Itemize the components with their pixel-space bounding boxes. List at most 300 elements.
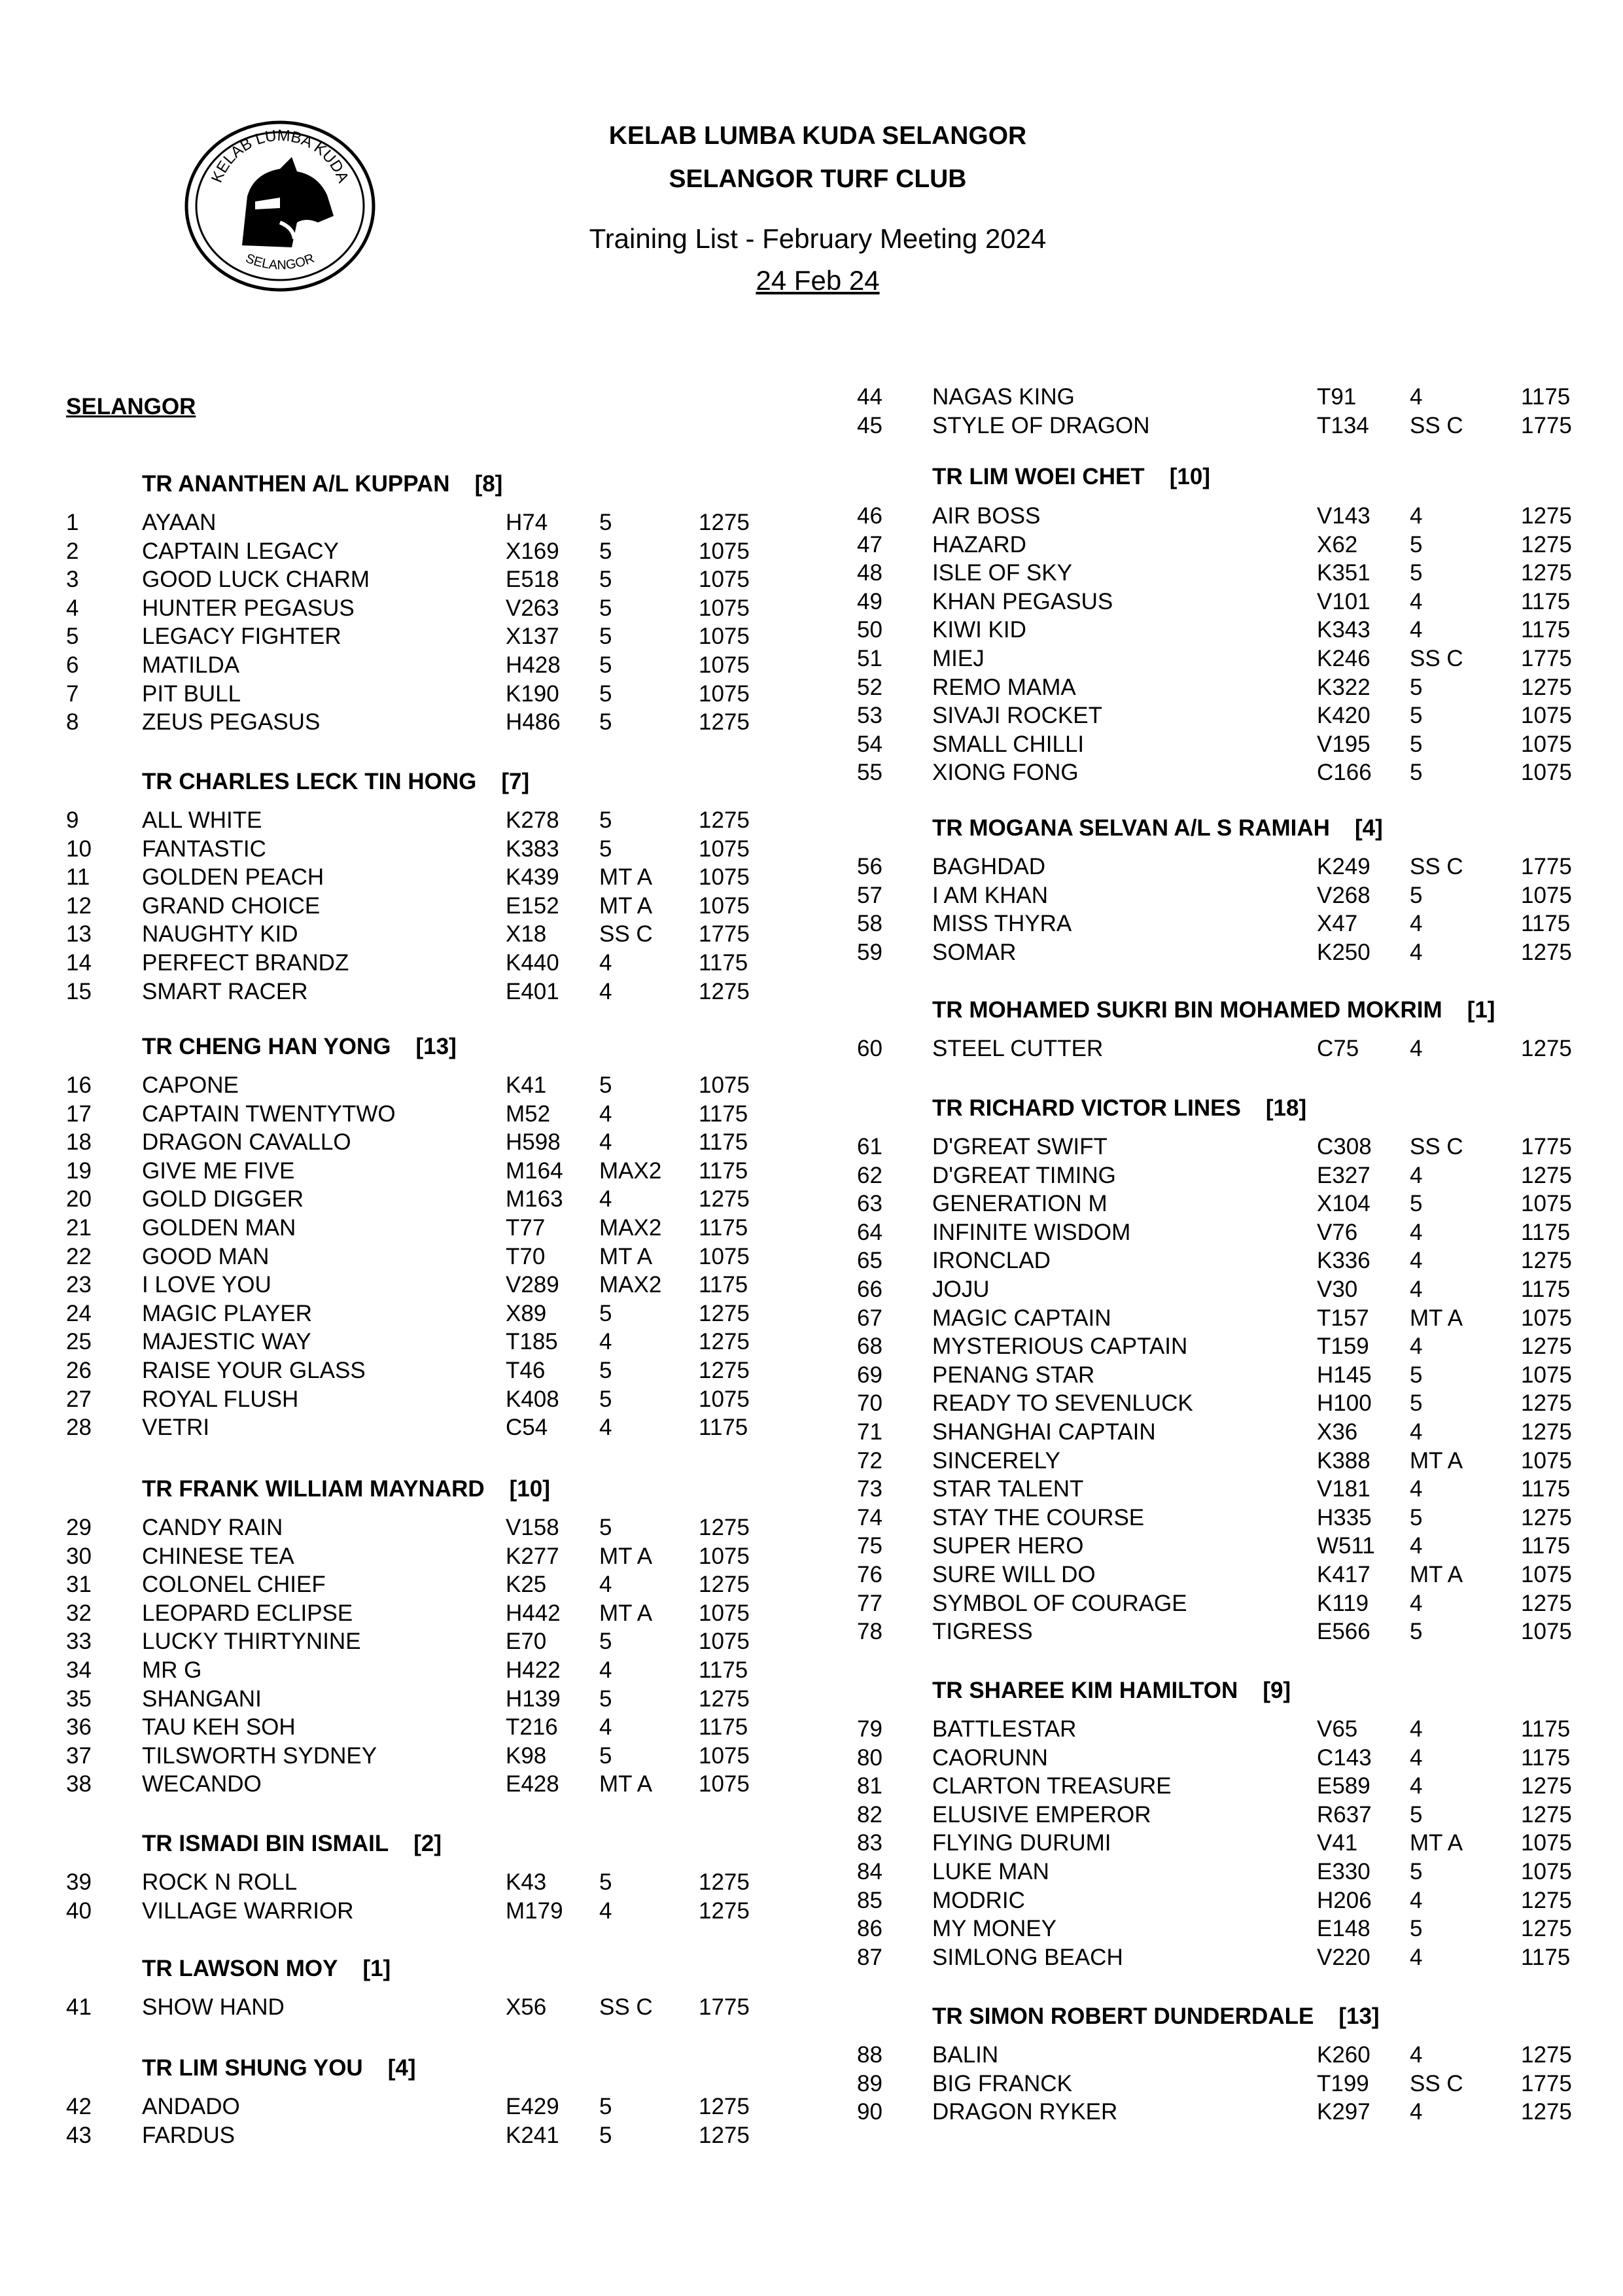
horse-code: K43 — [506, 1869, 547, 1895]
horse-code: K260 — [1317, 2042, 1370, 2068]
horse-number: 31 — [66, 1572, 92, 1598]
horse-number: 37 — [66, 1742, 92, 1769]
horse-number: 7 — [66, 680, 79, 707]
horse-code: H100 — [1317, 1390, 1372, 1417]
horse-number: 15 — [66, 978, 92, 1004]
horse-class: 4 — [599, 978, 612, 1004]
horse-number: 50 — [857, 617, 882, 643]
horse-horse-name: HUNTER PEGASUS — [142, 595, 355, 621]
horse-class: MT A — [1410, 1830, 1463, 1856]
horse-class: 5 — [1410, 1801, 1423, 1828]
horse-horse-name: GENERATION M — [932, 1191, 1108, 1217]
horse-code: K440 — [506, 950, 559, 976]
horse-rating: 1075 — [1521, 760, 1572, 786]
trainer-heading — [932, 1676, 1291, 1705]
trainer-name: TR MOGANA SELVAN A/L S RAMIAH — [932, 815, 1330, 841]
horse-number: 26 — [66, 1358, 92, 1383]
horse-code: T199 — [1317, 2070, 1369, 2096]
horse-code: C166 — [1317, 760, 1372, 786]
horse-class: MT A — [1410, 1305, 1463, 1331]
horse-class: 4 — [1410, 1944, 1423, 1970]
horse-class: 4 — [599, 1572, 612, 1598]
horse-horse-name: GOOD LUCK CHARM — [142, 567, 370, 593]
horse-class: 4 — [599, 1714, 612, 1740]
horse-class: 5 — [599, 595, 612, 621]
horse-rating: 1275 — [699, 978, 750, 1004]
horse-class: 4 — [1410, 1744, 1423, 1771]
horse-class: 4 — [1410, 384, 1423, 410]
horse-class: 4 — [599, 1101, 612, 1127]
horse-horse-name: LUCKY THIRTYNINE — [142, 1629, 361, 1655]
horse-rating: 1275 — [1521, 939, 1572, 965]
horse-rating: 1275 — [1521, 1248, 1572, 1274]
horse-horse-name: MIEJ — [932, 646, 985, 671]
horse-number: 23 — [66, 1272, 92, 1298]
horse-rating: 1075 — [1521, 1305, 1572, 1331]
horse-horse-name: KHAN PEGASUS — [932, 588, 1113, 614]
horse-rating: 1075 — [1521, 1362, 1572, 1388]
horse-rating: 1075 — [699, 1543, 750, 1569]
horse-code: H442 — [506, 1600, 561, 1626]
horse-rating: 1275 — [1521, 1036, 1572, 1061]
horse-rating: 1075 — [1521, 1191, 1572, 1217]
horse-class: MT A — [599, 864, 653, 891]
club-name-english: SELANGOR TURF CLUB — [669, 165, 967, 193]
horse-code: K241 — [506, 2122, 559, 2148]
trainer-name: TR CHENG HAN YONG — [142, 1034, 391, 1059]
horse-horse-name: DRAGON CAVALLO — [142, 1129, 351, 1156]
horse-number: 65 — [857, 1248, 882, 1274]
horse-rating: 1775 — [699, 1994, 750, 2020]
horse-code: T70 — [506, 1243, 546, 1269]
horse-class: MT A — [599, 1243, 653, 1269]
horse-rating: 1075 — [1521, 1447, 1572, 1474]
horse-horse-name: BAGHDAD — [932, 854, 1046, 879]
horse-class: 4 — [599, 1329, 612, 1355]
horse-class: 4 — [1410, 1419, 1423, 1445]
horse-number: 35 — [66, 1686, 92, 1712]
horse-horse-name: TILSWORTH SYDNEY — [142, 1742, 377, 1769]
horse-code: H74 — [506, 510, 548, 535]
horse-code: X137 — [506, 624, 559, 650]
horse-code: K343 — [1317, 617, 1370, 643]
horse-code: C54 — [506, 1415, 548, 1441]
trainer-name: TR CHARLES LECK TIN HONG — [142, 769, 477, 794]
trainer-horse-count: [4] — [1354, 815, 1383, 841]
horse-code: V289 — [506, 1272, 559, 1298]
horse-class: 5 — [599, 1869, 612, 1895]
horse-horse-name: SYMBOL OF COURAGE — [932, 1590, 1187, 1616]
horse-horse-name: MAJESTIC WAY — [142, 1329, 311, 1355]
horse-number: 72 — [857, 1447, 882, 1474]
horse-class: 5 — [1410, 760, 1423, 786]
horse-horse-name: ROYAL FLUSH — [142, 1386, 299, 1412]
horse-code: E428 — [506, 1771, 559, 1797]
horse-number: 68 — [857, 1333, 882, 1360]
horse-number: 73 — [857, 1476, 882, 1502]
horse-number: 4 — [66, 595, 79, 621]
horse-class: MAX2 — [599, 1157, 662, 1184]
horse-code: K25 — [506, 1572, 547, 1598]
horse-number: 81 — [857, 1773, 882, 1799]
logo-bottom-text: SELANGOR — [243, 251, 317, 273]
trainer-name: TR ISMADI BIN ISMAIL — [142, 1831, 389, 1856]
horse-number: 39 — [66, 1869, 92, 1895]
horse-number: 5 — [66, 624, 79, 650]
horse-horse-name: GIVE ME FIVE — [142, 1157, 295, 1184]
horse-horse-name: SIMLONG BEACH — [932, 1944, 1123, 1970]
trainer-heading — [142, 1475, 550, 1504]
horse-rating: 1075 — [699, 1072, 750, 1098]
horse-code: T216 — [506, 1714, 558, 1740]
horse-horse-name: GOLDEN PEACH — [142, 864, 324, 891]
horse-code: T46 — [506, 1358, 546, 1383]
horse-horse-name: ISLE OF SKY — [932, 560, 1072, 586]
meeting-date — [510, 265, 1125, 296]
trainer-name: TR LIM SHUNG YOU — [142, 2055, 363, 2081]
horse-class: 5 — [1410, 1390, 1423, 1417]
horse-code: H422 — [506, 1657, 561, 1683]
horse-horse-name: MYSTERIOUS CAPTAIN — [932, 1333, 1188, 1360]
horse-code: T159 — [1317, 1333, 1369, 1360]
trainer-horse-count: [1] — [362, 1956, 391, 1981]
horse-code: C308 — [1317, 1134, 1372, 1159]
horse-class: 4 — [1410, 1219, 1423, 1245]
horse-code: K250 — [1317, 939, 1370, 965]
horse-rating: 1775 — [1521, 1134, 1572, 1159]
horse-code: X104 — [1317, 1191, 1370, 1217]
horse-rating: 1275 — [1521, 1390, 1572, 1417]
horse-class: 4 — [1410, 1533, 1423, 1559]
horse-class: 4 — [1410, 503, 1423, 529]
horse-rating: 1075 — [699, 1600, 750, 1626]
training-list-title: Training List - February Meeting 2024 — [589, 223, 1047, 254]
horse-horse-name: CLARTON TREASURE — [932, 1773, 1172, 1799]
horse-rating: 1275 — [699, 1186, 750, 1212]
horse-number: 11 — [66, 864, 90, 891]
horse-number: 66 — [857, 1277, 882, 1302]
horse-code: E327 — [1317, 1162, 1370, 1188]
horse-horse-name: FANTASTIC — [142, 836, 266, 862]
horse-code: K408 — [506, 1386, 559, 1412]
horse-class: 5 — [1410, 674, 1423, 700]
horse-number: 54 — [857, 731, 882, 757]
horse-horse-name: CAPONE — [142, 1072, 239, 1098]
horse-class: 5 — [599, 709, 612, 735]
horse-code: V263 — [506, 595, 559, 621]
horse-rating: 1275 — [1521, 531, 1572, 557]
horse-code: E429 — [506, 2094, 559, 2119]
horse-rating: 1275 — [699, 2122, 750, 2148]
horse-code: T91 — [1317, 384, 1357, 410]
horse-horse-name: I AM KHAN — [932, 882, 1048, 908]
horse-class: 5 — [1410, 1859, 1423, 1884]
horse-horse-name: MAGIC CAPTAIN — [932, 1305, 1111, 1331]
horse-horse-name: NAUGHTY KID — [142, 921, 298, 947]
horse-horse-name: SHANGHAI CAPTAIN — [932, 1419, 1156, 1445]
horse-class: 4 — [599, 950, 612, 976]
horse-class: 5 — [1410, 1619, 1423, 1645]
horse-number: 62 — [857, 1162, 882, 1188]
horse-rating: 1275 — [1521, 1773, 1572, 1799]
horse-horse-name: PERFECT BRANDZ — [142, 950, 349, 976]
trainer-horse-count: [13] — [415, 1034, 457, 1059]
club-logo — [182, 118, 378, 294]
horse-number: 13 — [66, 921, 92, 947]
horse-horse-name: BIG FRANCK — [932, 2070, 1072, 2096]
horse-number: 69 — [857, 1362, 882, 1388]
horse-number: 44 — [857, 384, 882, 410]
horse-horse-name: GOOD MAN — [142, 1243, 270, 1269]
horse-rating: 1775 — [1521, 854, 1572, 879]
horse-rating: 1275 — [1521, 560, 1572, 586]
horse-number: 27 — [66, 1386, 92, 1412]
horse-rating: 1175 — [699, 1415, 748, 1441]
horse-horse-name: SHANGANI — [142, 1686, 262, 1712]
horse-rating: 1275 — [699, 510, 750, 535]
horse-number: 88 — [857, 2042, 882, 2068]
horse-class: 4 — [1410, 939, 1423, 965]
horse-rating: 1275 — [699, 1898, 750, 1924]
horse-number: 2 — [66, 538, 79, 564]
horse-class: 4 — [1410, 2099, 1423, 2125]
horse-number: 22 — [66, 1243, 92, 1269]
horse-rating: 1175 — [1521, 384, 1571, 410]
horse-number: 32 — [66, 1600, 92, 1626]
horse-rating: 1175 — [1521, 588, 1571, 614]
trainer-name: TR SIMON ROBERT DUNDERDALE — [932, 2004, 1314, 2029]
horse-number: 12 — [66, 892, 92, 919]
horse-horse-name: SINCERELY — [932, 1447, 1060, 1474]
horse-horse-name: SIVAJI ROCKET — [932, 703, 1102, 729]
horse-class: 4 — [599, 1898, 612, 1924]
trainer-heading — [932, 814, 1383, 843]
trainer-heading — [932, 1094, 1306, 1123]
horse-code: K278 — [506, 807, 559, 833]
horse-horse-name: LUKE MAN — [932, 1859, 1049, 1884]
horse-rating: 1175 — [699, 950, 748, 976]
horse-rating: 1075 — [1521, 882, 1572, 908]
horse-code: V143 — [1317, 503, 1370, 529]
horse-number: 33 — [66, 1629, 92, 1655]
horse-rating: 1175 — [1521, 1944, 1571, 1970]
horse-code: V268 — [1317, 882, 1370, 908]
horse-rating: 1075 — [699, 836, 750, 862]
horse-number: 17 — [66, 1101, 92, 1127]
horse-class: 5 — [599, 1629, 612, 1655]
horse-class: 5 — [599, 624, 612, 650]
trainer-horse-count: [4] — [387, 2055, 416, 2081]
horse-horse-name: PIT BULL — [142, 680, 241, 707]
horse-class: 4 — [1410, 1773, 1423, 1799]
horse-number: 58 — [857, 911, 882, 937]
horse-rating: 1075 — [699, 864, 750, 891]
horse-rating: 1275 — [1521, 674, 1572, 700]
horse-number: 9 — [66, 807, 79, 833]
horse-number: 63 — [857, 1191, 882, 1217]
trainer-heading — [932, 463, 1210, 491]
horse-code: K246 — [1317, 646, 1370, 671]
horse-horse-name: TAU KEH SOH — [142, 1714, 296, 1740]
horse-code: K41 — [506, 1072, 547, 1098]
horse-number: 86 — [857, 1916, 882, 1942]
horse-code: C143 — [1317, 1744, 1372, 1771]
horse-class: 4 — [1410, 1248, 1423, 1274]
horse-rating: 1075 — [699, 1771, 750, 1797]
horse-rating: 1275 — [1521, 1916, 1572, 1942]
horse-horse-name: LEOPARD ECLIPSE — [142, 1600, 353, 1626]
horse-rating: 1775 — [1521, 646, 1572, 671]
horse-horse-name: REMO MAMA — [932, 674, 1076, 700]
horse-number: 36 — [66, 1714, 92, 1740]
horse-rating: 1775 — [1521, 2070, 1572, 2096]
horse-number: 67 — [857, 1305, 882, 1331]
horse-class: 5 — [599, 1072, 612, 1098]
horse-code: V220 — [1317, 1944, 1370, 1970]
horse-code: K417 — [1317, 1562, 1370, 1587]
horse-code: V101 — [1317, 588, 1370, 614]
horse-class: SS C — [1410, 646, 1463, 671]
horse-code: X62 — [1317, 531, 1358, 557]
horse-number: 25 — [66, 1329, 92, 1355]
horse-rating: 1175 — [1521, 911, 1571, 937]
horse-number: 10 — [66, 836, 92, 862]
horse-number: 85 — [857, 1887, 882, 1913]
horse-code: H486 — [506, 709, 561, 735]
horse-horse-name: GOLDEN MAN — [142, 1215, 296, 1241]
horse-number: 6 — [66, 652, 79, 678]
horse-rating: 1275 — [1521, 1419, 1572, 1445]
horse-class: 5 — [599, 567, 612, 593]
horse-rating: 1075 — [699, 1742, 750, 1769]
horse-rating: 1075 — [699, 680, 750, 707]
horse-number: 8 — [66, 709, 79, 735]
horse-number: 42 — [66, 2094, 92, 2119]
horse-horse-name: MAGIC PLAYER — [142, 1300, 312, 1326]
horse-rating: 1275 — [699, 1515, 750, 1540]
horse-number: 16 — [66, 1072, 92, 1098]
horse-class: 5 — [1410, 882, 1423, 908]
horse-number: 48 — [857, 560, 882, 586]
horse-rating: 1075 — [1521, 731, 1572, 757]
horse-code: K277 — [506, 1543, 559, 1569]
horse-rating: 1275 — [699, 2094, 750, 2119]
horse-class: 5 — [599, 836, 612, 862]
horse-class: 5 — [1410, 1916, 1423, 1942]
horse-number: 77 — [857, 1590, 882, 1616]
horse-rating: 1275 — [699, 1869, 750, 1895]
horse-rating: 1275 — [699, 1686, 750, 1712]
horse-rating: 1275 — [699, 1358, 750, 1383]
horse-horse-name: BATTLESTAR — [932, 1716, 1077, 1742]
horse-rating: 1075 — [1521, 1859, 1572, 1884]
trainer-heading — [932, 996, 1495, 1025]
horse-number: 75 — [857, 1533, 882, 1559]
horse-number: 89 — [857, 2070, 882, 2096]
horse-class: 5 — [599, 1742, 612, 1769]
trainer-name: TR SHAREE KIM HAMILTON — [932, 1678, 1238, 1703]
horse-class: SS C — [1410, 854, 1463, 879]
horse-code: K98 — [506, 1742, 547, 1769]
horse-code: K388 — [1317, 1447, 1370, 1474]
horse-code: H206 — [1317, 1887, 1372, 1913]
horse-code: E152 — [506, 892, 559, 919]
trainer-heading — [142, 1954, 391, 1983]
trainer-horse-count: [2] — [413, 1831, 442, 1856]
horse-class: 5 — [599, 2094, 612, 2119]
horse-code: E589 — [1317, 1773, 1370, 1799]
horse-number: 28 — [66, 1415, 92, 1441]
horse-class: MT A — [599, 892, 653, 919]
horse-number: 43 — [66, 2122, 92, 2148]
horse-class: 5 — [599, 1386, 612, 1412]
horse-horse-name: JOJU — [932, 1277, 990, 1302]
horse-class: 4 — [1410, 1162, 1423, 1188]
horse-rating: 1075 — [1521, 1619, 1572, 1645]
horse-rating: 1175 — [699, 1101, 748, 1127]
horse-horse-name: STAY THE COURSE — [932, 1504, 1145, 1530]
horse-rating: 1275 — [699, 1300, 750, 1326]
horse-number: 90 — [857, 2099, 882, 2125]
horse-number: 38 — [66, 1771, 92, 1797]
horse-class: SS C — [1410, 1134, 1463, 1159]
horse-number: 19 — [66, 1157, 92, 1184]
horse-horse-name: VETRI — [142, 1415, 210, 1441]
horse-rating: 1175 — [699, 1657, 748, 1683]
horse-rating: 1275 — [1521, 1887, 1572, 1913]
region-heading: SELANGOR — [66, 394, 196, 419]
horse-rating: 1175 — [1521, 1716, 1571, 1742]
horse-horse-name: RAISE YOUR GLASS — [142, 1358, 366, 1383]
horse-horse-name: ANDADO — [142, 2094, 240, 2119]
horse-class: 5 — [1410, 531, 1423, 557]
horse-horse-name: CANDY RAIN — [142, 1515, 283, 1540]
trainer-name: TR MOHAMED SUKRI BIN MOHAMED MOKRIM — [932, 997, 1442, 1023]
horse-rating: 1075 — [699, 892, 750, 919]
horse-code: V65 — [1317, 1716, 1358, 1742]
horse-horse-name: MISS THYRA — [932, 911, 1072, 937]
horse-horse-name: BALIN — [932, 2042, 999, 2068]
horse-number: 61 — [857, 1134, 882, 1159]
horse-rating: 1075 — [699, 595, 750, 621]
trainer-name: TR ANANTHEN A/L KUPPAN — [142, 471, 450, 497]
horse-code: H335 — [1317, 1504, 1372, 1530]
horse-number: 29 — [66, 1515, 92, 1540]
horse-rating: 1175 — [1521, 1744, 1571, 1771]
horse-class: MT A — [599, 1600, 653, 1626]
horse-horse-name: MY MONEY — [932, 1916, 1056, 1942]
horse-code: V158 — [506, 1515, 559, 1540]
horse-class: 5 — [599, 1515, 612, 1540]
horse-rating: 1175 — [1521, 1219, 1571, 1245]
horse-code: V30 — [1317, 1277, 1358, 1302]
horse-code: M52 — [506, 1101, 551, 1127]
horse-code: X47 — [1317, 911, 1358, 937]
horse-number: 83 — [857, 1830, 882, 1856]
horse-rating: 1075 — [699, 1243, 750, 1269]
horse-class: 4 — [1410, 911, 1423, 937]
horse-code: C75 — [1317, 1036, 1359, 1061]
horse-number: 34 — [66, 1657, 92, 1683]
horse-horse-name: IRONCLAD — [932, 1248, 1051, 1274]
trainer-name: TR LAWSON MOY — [142, 1956, 338, 1981]
horse-number: 45 — [857, 412, 882, 438]
horse-horse-name: GOLD DIGGER — [142, 1186, 304, 1212]
horse-class: 5 — [599, 1358, 612, 1383]
horse-number: 40 — [66, 1898, 92, 1924]
horse-horse-name: STAR TALENT — [932, 1476, 1084, 1502]
trainer-horse-count: [7] — [501, 769, 530, 794]
